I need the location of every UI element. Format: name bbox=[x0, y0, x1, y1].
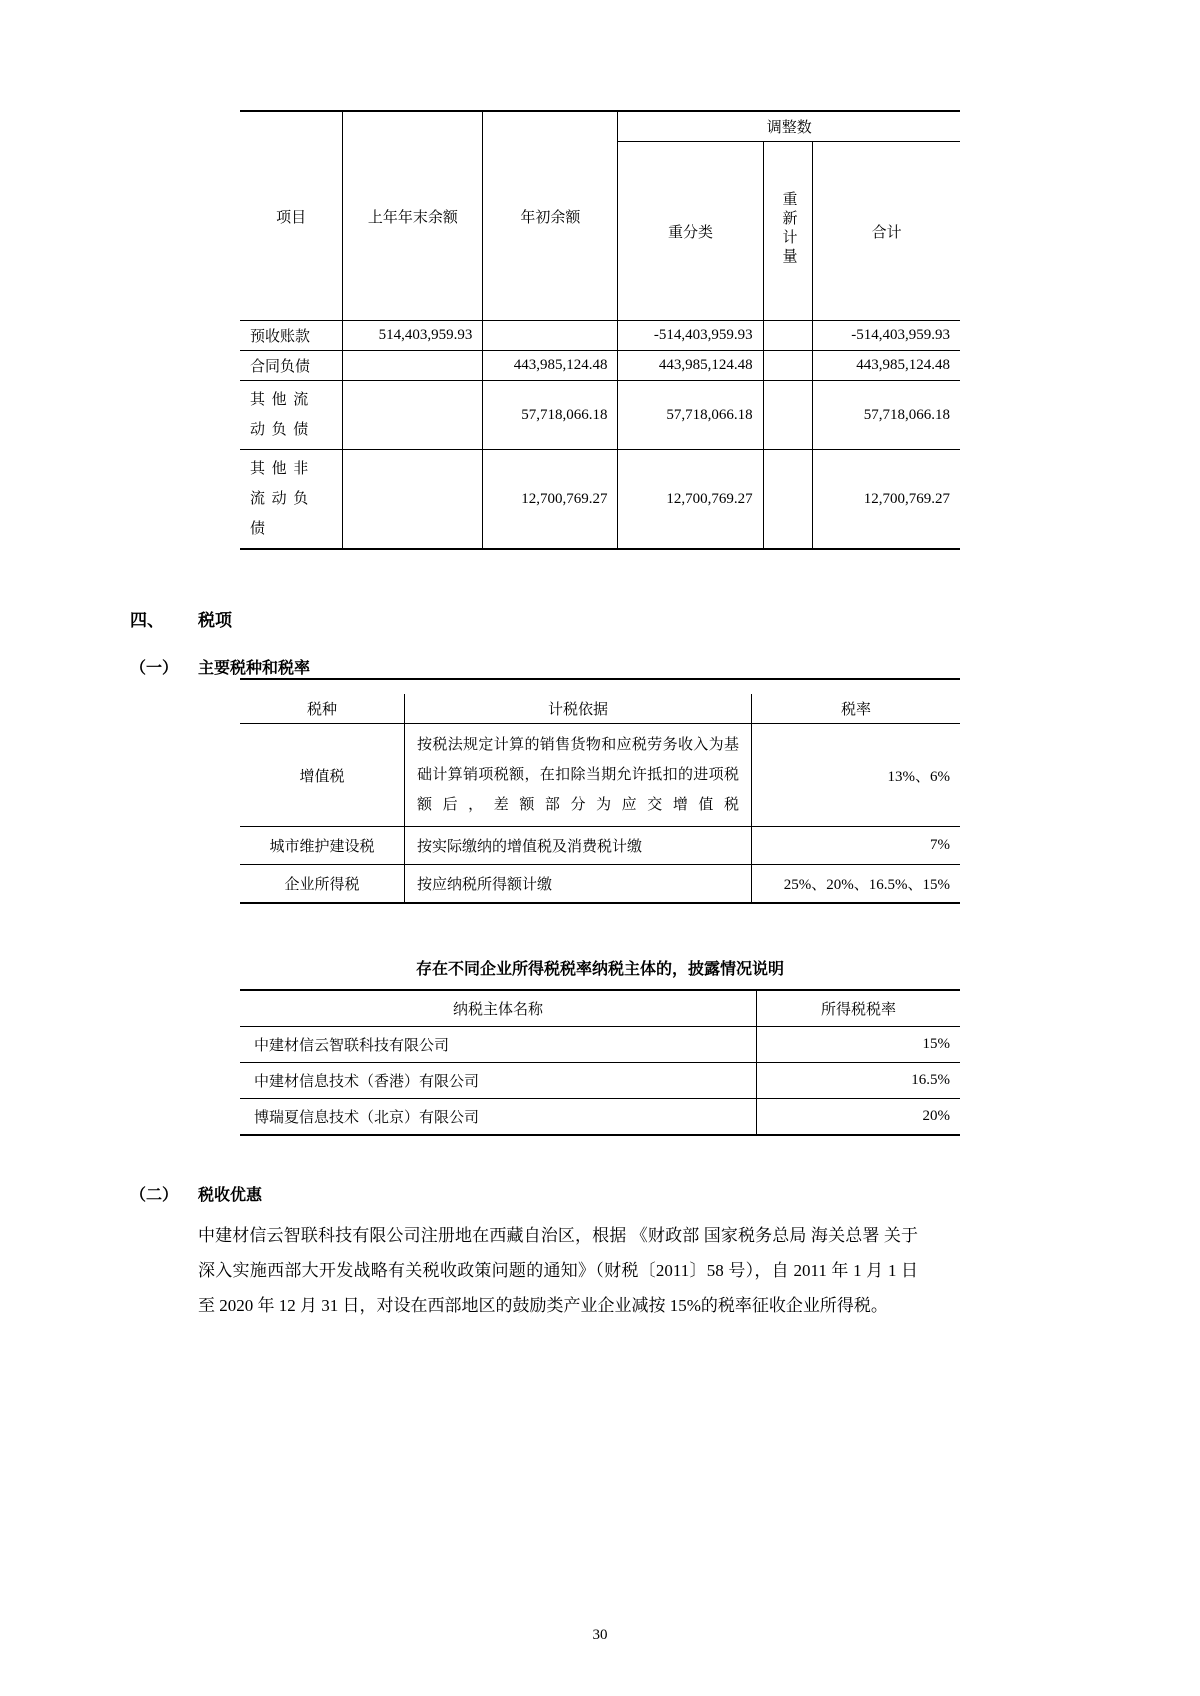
cell-basis: 按应纳税所得额计缴 bbox=[405, 865, 752, 904]
cell-reclassify: 57,718,066.18 bbox=[618, 381, 763, 450]
cell-rate: 20% bbox=[757, 1099, 961, 1136]
table-row bbox=[240, 351, 960, 381]
cell-tax-type: 城市维护建设税 bbox=[240, 827, 405, 865]
header-rate: 税率 bbox=[752, 694, 961, 724]
section-heading-four bbox=[130, 606, 1070, 631]
subsection-title: 主要税种和税率 bbox=[198, 660, 311, 677]
row-label: 合同负债 bbox=[240, 351, 343, 381]
table-row bbox=[240, 1099, 960, 1136]
cell-rate: 7% bbox=[752, 827, 961, 865]
cell-prev-year-end bbox=[343, 381, 483, 450]
cell-total: -514,403,959.93 bbox=[813, 321, 960, 351]
row-label: 其他流动负债 bbox=[240, 381, 343, 450]
table-row bbox=[240, 724, 960, 827]
section-title: 税项 bbox=[198, 611, 232, 630]
cell-basis: 按税法规定计算的销售货物和应税劳务收入为基础计算销项税额，在扣除当期允许抵扣的进项税额后，差额部分为应交增值税 bbox=[405, 724, 752, 827]
tax-table bbox=[240, 694, 960, 904]
cell-remeasure bbox=[763, 450, 813, 550]
cell-prev-year-end bbox=[343, 450, 483, 550]
entity-table-caption: 存在不同企业所得税税率纳税主体的，披露情况说明 bbox=[415, 961, 784, 978]
cell-year-begin: 443,985,124.48 bbox=[483, 351, 618, 381]
cell-tax-type: 增值税 bbox=[240, 724, 405, 827]
cell-rate: 16.5% bbox=[757, 1063, 961, 1099]
header-entity: 纳税主体名称 bbox=[240, 991, 757, 1027]
subsection-heading-one bbox=[130, 655, 1070, 678]
cell-basis: 按实际缴纳的增值税及消费税计缴 bbox=[405, 827, 752, 865]
cell-year-begin: 57,718,066.18 bbox=[483, 381, 618, 450]
cell-entity: 中建材信息技术（香港）有限公司 bbox=[240, 1063, 757, 1099]
row-label: 预收账款 bbox=[240, 321, 343, 351]
cell-prev-year-end: 514,403,959.93 bbox=[343, 321, 483, 351]
header-tax-type: 税种 bbox=[240, 694, 405, 724]
header-remeasure-cell bbox=[763, 142, 813, 321]
table-row bbox=[240, 321, 960, 351]
table-header-row bbox=[240, 694, 960, 724]
cell-remeasure bbox=[763, 351, 813, 381]
header-rate: 所得税税率 bbox=[757, 991, 961, 1027]
entity-table-wrap bbox=[240, 991, 960, 1136]
table-header-row bbox=[240, 112, 960, 142]
cell-total: 57,718,066.18 bbox=[813, 381, 960, 450]
table-row bbox=[240, 827, 960, 865]
cell-reclassify: 12,700,769.27 bbox=[618, 450, 763, 550]
table-row bbox=[240, 1063, 960, 1099]
cell-total: 12,700,769.27 bbox=[813, 450, 960, 550]
header-prev-year-end: 上年年末余额 bbox=[343, 112, 483, 321]
cell-tax-type: 企业所得税 bbox=[240, 865, 405, 904]
adjustment-table bbox=[240, 112, 960, 550]
cell-entity: 中建材信云智联科技有限公司 bbox=[240, 1027, 757, 1063]
table-row bbox=[240, 450, 960, 550]
row-label: 其他非流动负债 bbox=[240, 450, 343, 550]
header-adjust-group: 调整数 bbox=[618, 112, 960, 142]
entity-table bbox=[240, 991, 960, 1136]
tax-table-wrap bbox=[240, 694, 960, 904]
subsection-number: （二） bbox=[130, 1187, 179, 1204]
cell-reclassify: -514,403,959.93 bbox=[618, 321, 763, 351]
cell-entity: 博瑞夏信息技术（北京）有限公司 bbox=[240, 1099, 757, 1136]
subsection-title: 税收优惠 bbox=[198, 1187, 263, 1204]
cell-remeasure bbox=[763, 381, 813, 450]
cell-reclassify: 443,985,124.48 bbox=[618, 351, 763, 381]
table-row bbox=[240, 381, 960, 450]
tax-benefit-paragraph: 中建材信云智联科技有限公司注册地在西藏自治区，根据 《财政部 国家税务总局 海关总署 关于深入实施西部大开发战略有关税收政策问题的通知》（财税〔2011〕58 号），自 2011 年 1 月 1 日至 2020 年 12 月 31 日，对设在西部地区的鼓励类产业企业减按 15%的税率征收企业所得税。 bbox=[198, 1226, 918, 1315]
cell-total: 443,985,124.48 bbox=[813, 351, 960, 381]
tax-table-top-rule bbox=[240, 678, 960, 680]
subsection-heading-two bbox=[130, 1182, 1070, 1205]
header-reclassify: 重分类 bbox=[618, 142, 763, 321]
cell-prev-year-end bbox=[343, 351, 483, 381]
table-row bbox=[240, 1027, 960, 1063]
table-header-row bbox=[240, 991, 960, 1027]
header-basis: 计税依据 bbox=[405, 694, 752, 724]
subsection-number: （一） bbox=[130, 660, 179, 677]
header-year-begin: 年初余额 bbox=[483, 112, 618, 321]
cell-remeasure bbox=[763, 321, 813, 351]
header-item: 项目 bbox=[240, 112, 343, 321]
cell-rate: 25%、20%、16.5%、15% bbox=[752, 865, 961, 904]
cell-year-begin: 12,700,769.27 bbox=[483, 450, 618, 550]
cell-year-begin bbox=[483, 321, 618, 351]
header-remeasure: 重新计量 bbox=[780, 190, 797, 267]
table-row bbox=[240, 865, 960, 904]
section-number: 四、 bbox=[130, 611, 164, 630]
cell-rate: 13%、6% bbox=[752, 724, 961, 827]
adjustment-table-wrap bbox=[240, 112, 960, 550]
cell-rate: 15% bbox=[757, 1027, 961, 1063]
header-total: 合计 bbox=[813, 142, 960, 321]
page-number: 30 bbox=[592, 1627, 608, 1643]
